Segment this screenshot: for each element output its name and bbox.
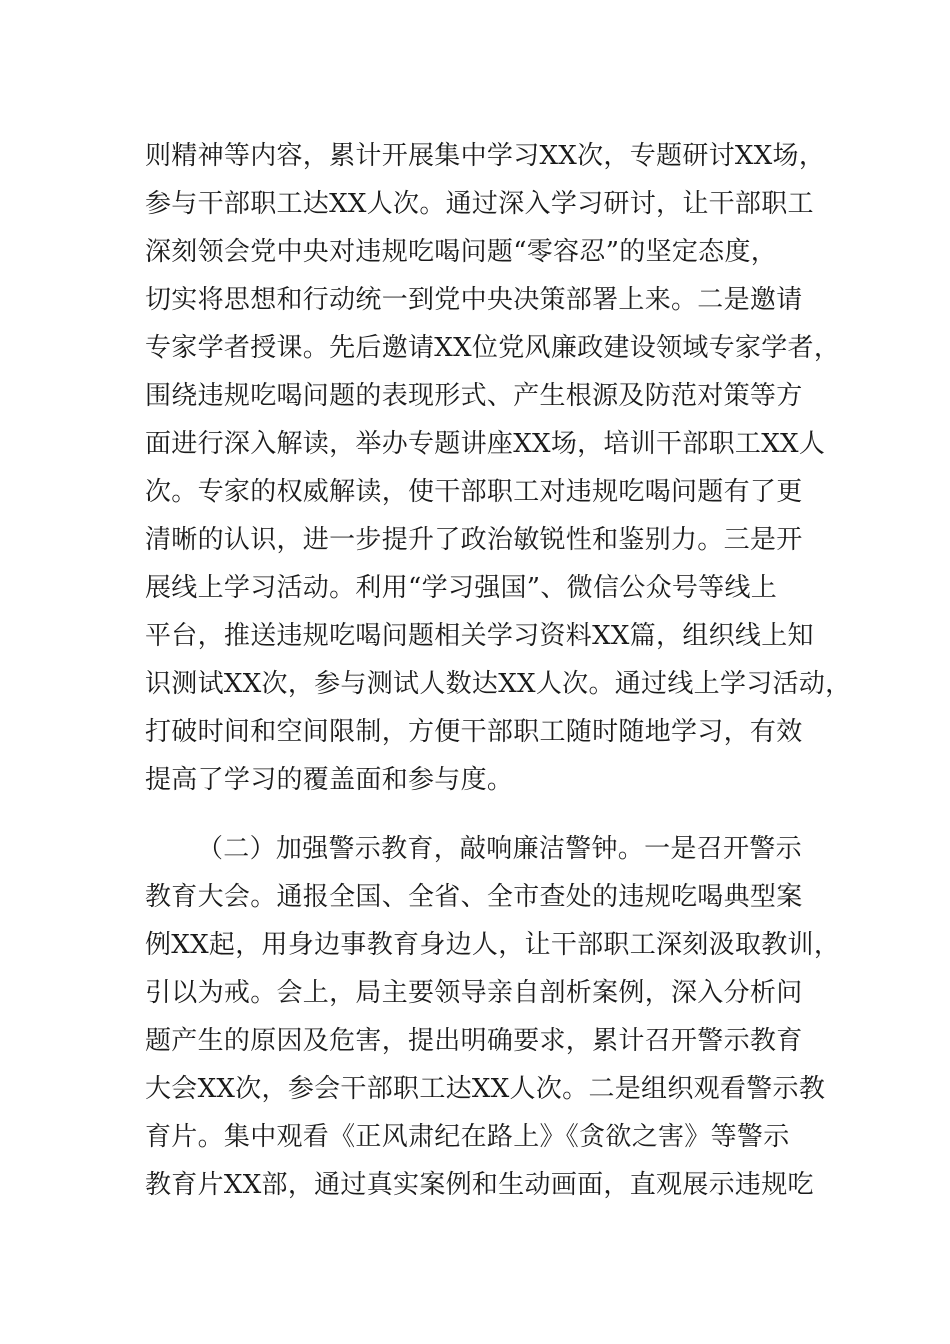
text-line: 打破时间和空间限制，方便干部职工随时随地学习，有效 [145, 717, 803, 747]
text-line: 切实将思想和行动统一到党中央决策部署上来。二是邀请 [145, 285, 803, 315]
text-line: 教育片XX部，通过真实案例和生动画面，直观展示违规吃 [145, 1170, 814, 1200]
text-line: 平台，推送违规吃喝问题相关学习资料XX篇，组织线上知 [145, 621, 814, 651]
text-line: 题产生的原因及危害，提出明确要求，累计召开警示教育 [145, 1026, 803, 1056]
text-line: 深刻领会党中央对违规吃喝问题“零容忍”的坚定态度， [145, 237, 778, 267]
text-line: 识测试XX次，参与测试人数达XX人次。通过线上学习活动， [145, 669, 852, 699]
text-line: 参与干部职工达XX人次。通过深入学习研讨，让干部职工 [145, 189, 814, 219]
text-line: 则精神等内容，累计开展集中学习XX次，专题研讨XX场， [145, 141, 826, 171]
text-line: 次。专家的权威解读，使干部职工对违规吃喝问题有了更 [145, 477, 803, 507]
text-line: 清晰的认识，进一步提升了政治敏锐性和鉴别力。三是开 [145, 525, 803, 555]
text-line: 育片。集中观看《正风肃纪在路上》《贪欲之害》等警示 [145, 1122, 790, 1152]
text-line: 例XX起，用身边事教育身边人，让干部职工深刻汲取教训， [145, 930, 841, 960]
text-line: 教育大会。通报全国、全省、全市查处的违规吃喝典型案 [145, 882, 803, 912]
text-line: 引以为戒。会上，局主要领导亲自剖析案例，深入分析问 [145, 978, 803, 1008]
text-line: 围绕违规吃喝问题的表现形式、产生根源及防范对策等方 [145, 381, 803, 411]
text-line: 面进行深入解读，举办专题讲座XX场，培训干部职工XX人 [145, 429, 826, 459]
text-line: 展线上学习活动。利用“学习强国”、微信公众号等线上 [145, 573, 778, 603]
text-line: 大会XX次，参会干部职工达XX人次。二是组织观看警示教 [145, 1074, 826, 1104]
text-line: 专家学者授课。先后邀请XX位党风廉政建设领域专家学者， [145, 333, 841, 363]
section-heading-line: （二）加强警示教育，敲响廉洁警钟。一是召开警示 [197, 834, 802, 864]
text-line: 提高了学习的覆盖面和参与度。 [145, 765, 514, 795]
